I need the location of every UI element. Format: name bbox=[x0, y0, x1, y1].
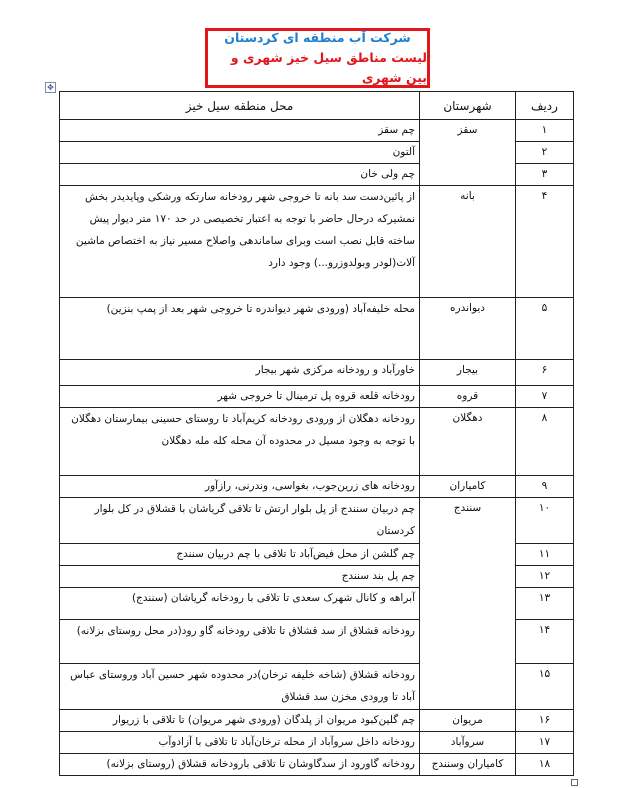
table-resize-handle[interactable] bbox=[571, 779, 578, 786]
area-cell: رودخانه قلعه قروه پل ترمینال تا خروجی شهر bbox=[60, 386, 420, 408]
table-header-row bbox=[60, 92, 574, 120]
area-cell: رودخانه داخل سروآباد از محله ترخان‌آباد تا تلاقی با آزادوآب bbox=[60, 732, 420, 754]
city-cell: سروآباد bbox=[420, 732, 516, 754]
flood-areas-table bbox=[59, 91, 574, 776]
row-number: ۱۳ bbox=[516, 588, 574, 620]
area-cell: رودخانه های زرین‌جوب، بغواسی، وندرنی، رازآور bbox=[60, 476, 420, 498]
row-number: ۱ bbox=[516, 120, 574, 142]
area-cell: رودخانه دهگلان از ورودی رودخانه کریم‌آباد تا روستای حسینی بیمارستان دهگلان با توجه به وجود مسیل در محدوده آن محله کله مله دهگلان bbox=[60, 408, 420, 476]
row-number: ۲ bbox=[516, 142, 574, 164]
title-box bbox=[205, 28, 430, 88]
table-row bbox=[60, 732, 574, 754]
area-cell: خاورآباد و رودخانه مرکزی شهر بیجار bbox=[60, 360, 420, 386]
area-cell: رودخانه گاورود از سدگاوشان تا تلاقی بارودخانه قشلاق (روستای بزلانه) bbox=[60, 754, 420, 776]
area-cell: چم گلین‌کبود مریوان از پلدگان (ورودی شهر مریوان) تا تلاقی با زریوار bbox=[60, 710, 420, 732]
row-number: ۹ bbox=[516, 476, 574, 498]
city-cell: قروه bbox=[420, 386, 516, 408]
city-cell: کامیاران bbox=[420, 476, 516, 498]
city-cell: بیجار bbox=[420, 360, 516, 386]
row-number: ۱۶ bbox=[516, 710, 574, 732]
city-cell: سنندج bbox=[420, 498, 516, 710]
table-row bbox=[60, 710, 574, 732]
header-city: شهرستان bbox=[420, 92, 516, 120]
area-cell: از پائین‌دست سد بانه تا خروجی شهر رودخانه سارتکه ورشکی وپایدیدر بخش نمشیرکه درحال حاضر با توجه به اعتبار تخصیصی در حد ۱۷۰ متر دیوار پیش ساخته قابل نصب است وبرای ساماندهی واصلاح مسیر نیاز به اختصاص ماشین آلات(لودر وبولدوزرو...) وجود دارد bbox=[60, 186, 420, 298]
table-row bbox=[60, 498, 574, 544]
area-cell: چم گلشن از محل فیض‌آباد تا تلاقی با چم دربیان سنندج bbox=[60, 544, 420, 566]
area-cell: آلتون bbox=[60, 142, 420, 164]
row-number: ۱۸ bbox=[516, 754, 574, 776]
area-cell: رودخانه قشلاق از سد قشلاق تا تلاقی رودخانه گاو رود(در محل روستای بزلانه) bbox=[60, 620, 420, 664]
list-title: لیست مناطق سیل خیز شهری و بین شهری bbox=[230, 50, 427, 85]
row-number: ۵ bbox=[516, 298, 574, 360]
table-row bbox=[60, 754, 574, 776]
city-cell: بانه bbox=[420, 186, 516, 298]
area-cell: چم پل بند سنندج bbox=[60, 566, 420, 588]
area-cell: محله خلیفه‌آباد (ورودی شهر دیواندره تا خروجی شهر بعد از پمپ بنزین) bbox=[60, 298, 420, 360]
row-number: ۴ bbox=[516, 186, 574, 298]
city-cell: مریوان bbox=[420, 710, 516, 732]
row-number: ۳ bbox=[516, 164, 574, 186]
table-row bbox=[60, 186, 574, 298]
table-row bbox=[60, 386, 574, 408]
area-cell: آبراهه و کانال شهرک سعدی تا تلاقی با رودخانه گریاشان (سنندج) bbox=[60, 588, 420, 620]
area-cell: چم سقز bbox=[60, 120, 420, 142]
table-row bbox=[60, 298, 574, 360]
city-cell: دهگلان bbox=[420, 408, 516, 476]
table-row bbox=[60, 120, 574, 142]
row-number: ۱۱ bbox=[516, 544, 574, 566]
table-row bbox=[60, 408, 574, 476]
row-number: ۱۷ bbox=[516, 732, 574, 754]
area-cell: چم دربیان سنندج از پل بلوار ارتش تا تلاقی گریاشان با قشلاق در کل بلوار کردستان bbox=[60, 498, 420, 544]
table-move-handle-icon[interactable]: ✥ bbox=[45, 82, 56, 93]
table-row bbox=[60, 360, 574, 386]
area-cell: چم ولی خان bbox=[60, 164, 420, 186]
city-cell: کامیاران وسنندج bbox=[420, 754, 516, 776]
row-number: ۱۲ bbox=[516, 566, 574, 588]
row-number: ۱۴ bbox=[516, 620, 574, 664]
header-row-no: ردیف bbox=[516, 92, 574, 120]
area-cell: رودخانه قشلاق (شاخه خلیفه ترخان)در محدوده شهر حسین آباد وروستای عباس آباد تا ورودی مخزن سد قشلاق bbox=[60, 664, 420, 710]
row-number: ۱۵ bbox=[516, 664, 574, 710]
row-number: ۸ bbox=[516, 408, 574, 476]
company-title: شرکت آب منطقه ای کردستان bbox=[224, 30, 411, 45]
table-row bbox=[60, 476, 574, 498]
city-cell: دیواندره bbox=[420, 298, 516, 360]
header-area: محل منطقه سیل خیز bbox=[60, 92, 420, 120]
row-number: ۶ bbox=[516, 360, 574, 386]
city-cell: سقز bbox=[420, 120, 516, 186]
row-number: ۱۰ bbox=[516, 498, 574, 544]
row-number: ۷ bbox=[516, 386, 574, 408]
